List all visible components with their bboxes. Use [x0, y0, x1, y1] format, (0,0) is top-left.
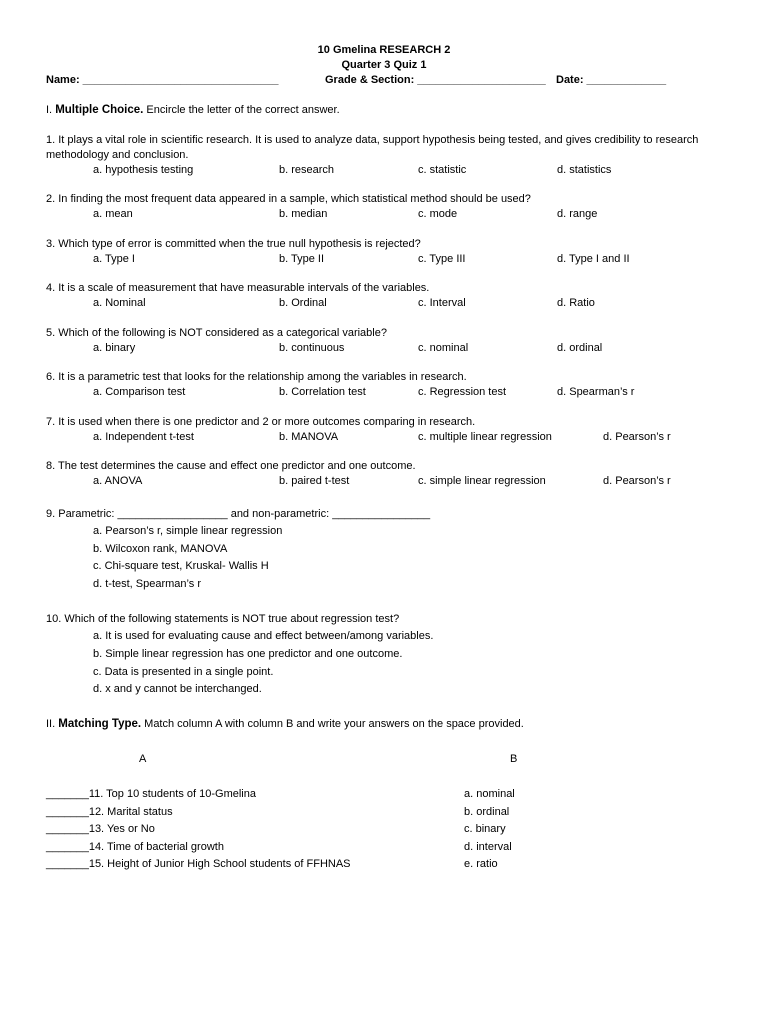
q10-option-a[interactable]: a. It is used for evaluating cause and effect between/among variables. — [93, 630, 434, 642]
q5-option-b[interactable]: b. continuous — [279, 342, 345, 354]
match-item-15[interactable]: _______15. Height of Junior High School students of FFHNAS — [46, 858, 351, 870]
match-item-11[interactable]: _______11. Top 10 students of 10-Gmelina — [46, 788, 256, 800]
question-2: 2. In finding the most frequent data appeared in a sample, which statistical method should be used? — [46, 193, 531, 205]
q2-option-d[interactable]: d. range — [557, 208, 598, 220]
match-item-14[interactable]: _______14. Time of bacterial growth — [46, 841, 224, 853]
q2-option-c[interactable]: c. mode — [418, 208, 458, 220]
section-2-heading: II. Matching Type. Match column A with column B and write your answers on the space provided. — [46, 718, 524, 730]
column-b-header: B — [510, 753, 518, 765]
q8-option-a[interactable]: a. ANOVA — [93, 475, 143, 487]
question-1: 1. It plays a vital role in scientific research. It is used to analyze data, support hypothesis being tested, and gives credibility to research methodology and conclusion. — [46, 134, 699, 161]
match-item-13[interactable]: _______13. Yes or No — [46, 823, 155, 835]
q2-option-a[interactable]: a. mean — [93, 208, 133, 220]
q9-option-a[interactable]: a. Pearson’s r, simple linear regression — [93, 525, 283, 537]
q4-option-c[interactable]: c. Interval — [418, 297, 466, 309]
q7-option-b[interactable]: b. MANOVA — [279, 431, 339, 443]
q6-option-b[interactable]: b. Correlation test — [279, 386, 366, 398]
q5-option-a[interactable]: a. binary — [93, 342, 136, 354]
section-1-heading: I. Multiple Choice. Encircle the letter of the correct answer. — [46, 104, 340, 116]
match-choice-d: d. interval — [464, 841, 512, 853]
q9-option-c[interactable]: c. Chi-square test, Kruskal- Wallis H — [93, 560, 269, 572]
question-3: 3. Which type of error is committed when the true null hypothesis is rejected? — [46, 238, 421, 250]
q7-option-d[interactable]: d. Pearson’s r — [603, 431, 671, 443]
q6-option-a[interactable]: a. Comparison test — [93, 386, 186, 398]
q8-option-d[interactable]: d. Pearson’s r — [603, 475, 671, 487]
match-choice-a: a. nominal — [464, 788, 515, 800]
q10-option-c[interactable]: c. Data is presented in a single point. — [93, 666, 274, 678]
name-field[interactable]: Name: ________________________________ — [46, 74, 279, 86]
q3-option-c[interactable]: c. Type III — [418, 253, 466, 265]
grade-section-field[interactable]: Grade & Section: _____________________ — [325, 74, 546, 86]
q6-option-c[interactable]: c. Regression test — [418, 386, 507, 398]
question-10: 10. Which of the following statements is NOT true about regression test? — [46, 613, 400, 625]
q7-option-c[interactable]: c. multiple linear regression — [418, 431, 552, 443]
q5-option-d[interactable]: d. ordinal — [557, 342, 603, 354]
match-choice-b: b. ordinal — [464, 806, 510, 818]
q1-option-d[interactable]: d. statistics — [557, 164, 612, 176]
q8-option-b[interactable]: b. paired t-test — [279, 475, 350, 487]
question-8: 8. The test determines the cause and effect one predictor and one outcome. — [46, 460, 416, 472]
q9-option-b[interactable]: b. Wilcoxon rank, MANOVA — [93, 543, 228, 555]
date-field[interactable]: Date: _____________ — [556, 74, 667, 86]
q2-option-b[interactable]: b. median — [279, 208, 328, 220]
section-1-title: Multiple Choice. — [55, 104, 144, 116]
q4-option-b[interactable]: b. Ordinal — [279, 297, 327, 309]
q4-option-d[interactable]: d. Ratio — [557, 297, 595, 309]
section-1-instruction: Encircle the letter of the correct answer. — [146, 104, 340, 116]
question-5: 5. Which of the following is NOT considered as a categorical variable? — [46, 327, 387, 339]
question-7: 7. It is used when there is one predictor and 2 or more outcomes comparing in research. — [46, 416, 476, 428]
page-subtitle: Quarter 3 Quiz 1 — [341, 59, 427, 71]
match-item-12[interactable]: _______12. Marital status — [46, 806, 173, 818]
question-4: 4. It is a scale of measurement that have measurable intervals of the variables. — [46, 282, 430, 294]
q7-option-a[interactable]: a. Independent t-test — [93, 431, 194, 443]
q8-option-c[interactable]: c. simple linear regression — [418, 475, 546, 487]
question-6: 6. It is a parametric test that looks for the relationship among the variables in research. — [46, 371, 467, 383]
q10-option-b[interactable]: b. Simple linear regression has one predictor and one outcome. — [93, 648, 403, 660]
question-9: 9. Parametric: __________________ and non-parametric: ________________ — [46, 508, 431, 520]
q1-option-a[interactable]: a. hypothesis testing — [93, 164, 194, 176]
q5-option-c[interactable]: c. nominal — [418, 342, 469, 354]
q3-option-d[interactable]: d. Type I and II — [557, 253, 630, 265]
match-choice-e: e. ratio — [464, 858, 498, 870]
q3-option-a[interactable]: a. Type I — [93, 253, 135, 265]
section-2-instruction: Match column A with column B and write your answers on the space provided. — [144, 718, 524, 730]
q6-option-d[interactable]: d. Spearman’s r — [557, 386, 635, 398]
q10-option-d[interactable]: d. x and y cannot be interchanged. — [93, 683, 262, 695]
q4-option-a[interactable]: a. Nominal — [93, 297, 146, 309]
column-a-header: A — [139, 753, 147, 765]
q1-option-c[interactable]: c. statistic — [418, 164, 467, 176]
page-title: 10 Gmelina RESEARCH 2 — [317, 44, 451, 56]
q1-option-b[interactable]: b. research — [279, 164, 335, 176]
q9-option-d[interactable]: d. t-test, Spearman’s r — [93, 578, 202, 590]
match-choice-c: c. binary — [464, 823, 506, 835]
q3-option-b[interactable]: b. Type II — [279, 253, 325, 265]
section-2-title: Matching Type. — [58, 718, 142, 730]
